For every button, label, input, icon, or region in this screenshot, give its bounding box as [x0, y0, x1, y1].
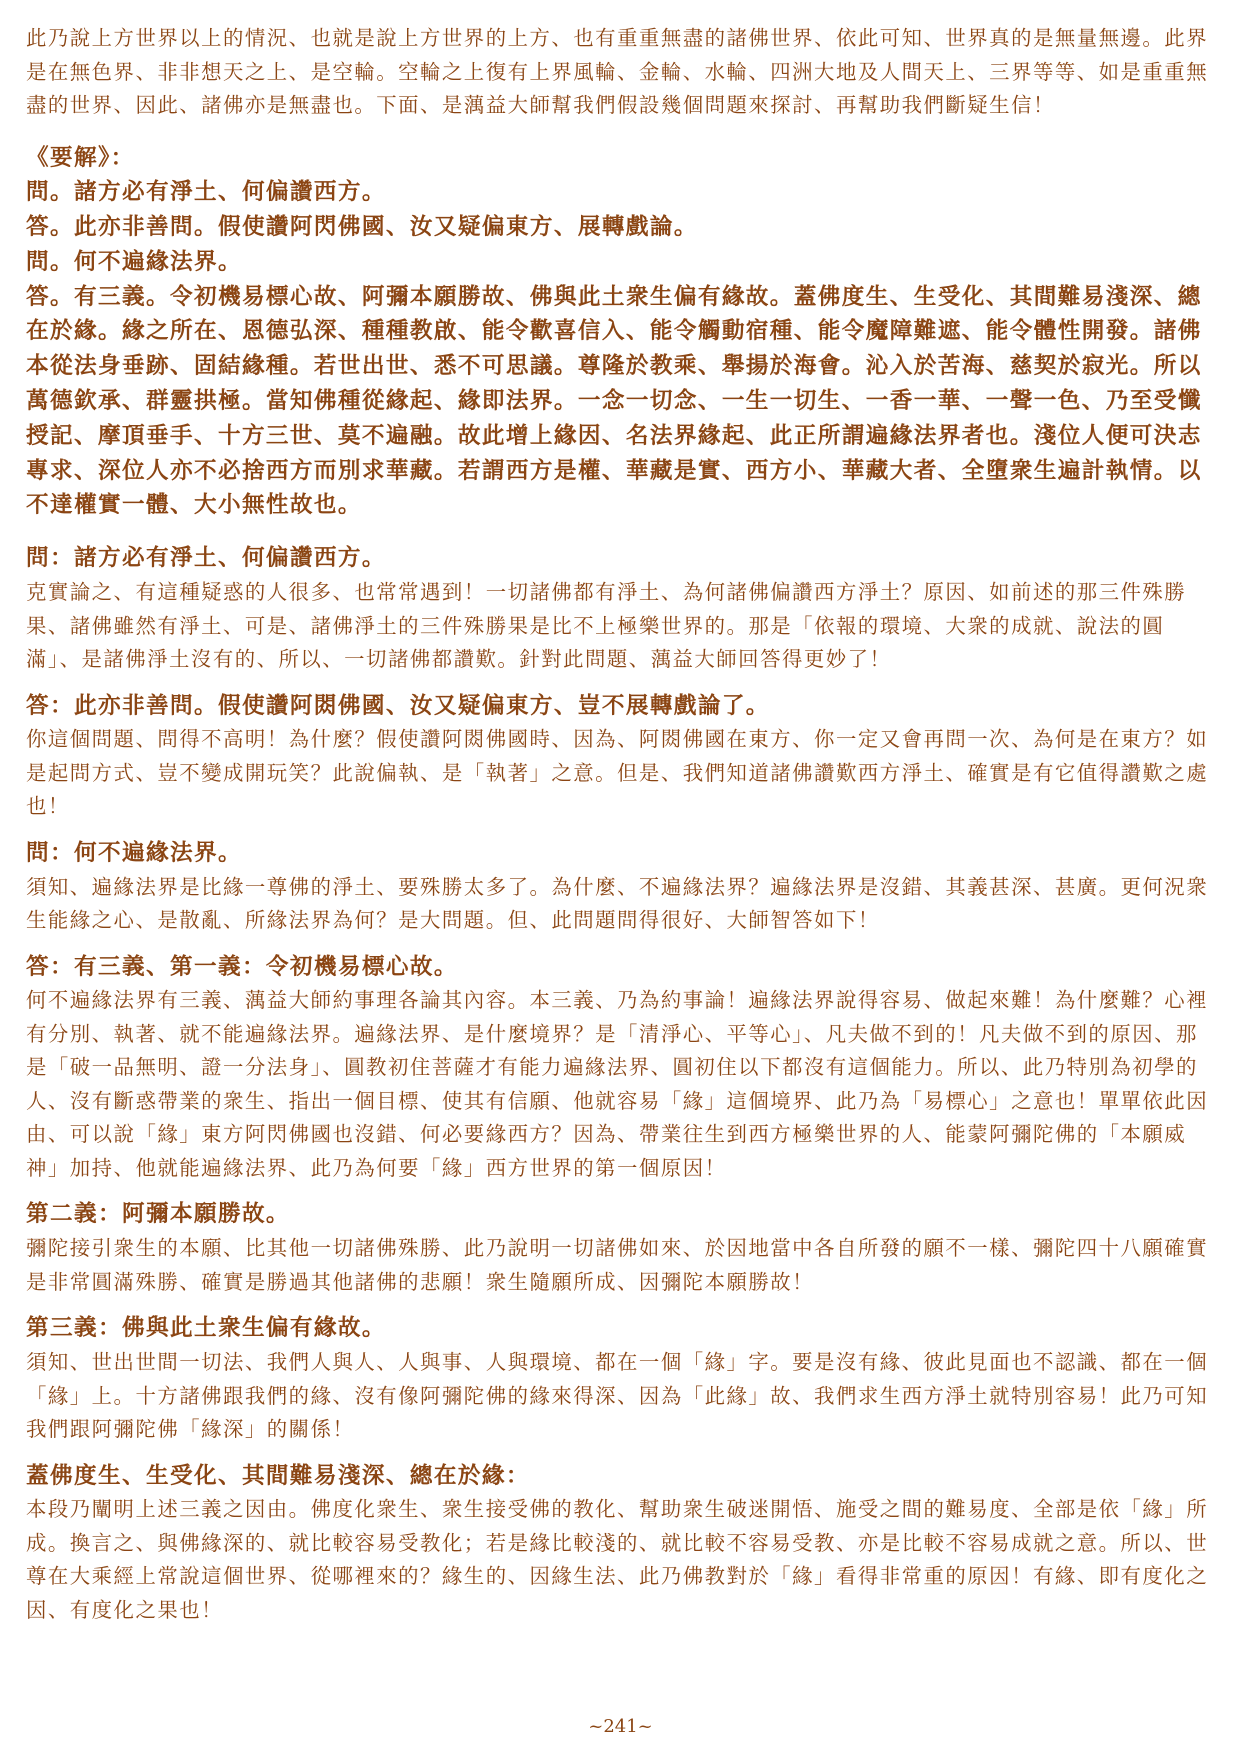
- section-7: [26, 1459, 1216, 1628]
- section-body: 克實論之、有這種疑惑的人很多、也常常遇到！一切諸佛都有淨土、為何諸佛偏讚西方淨土？原因、如前述的那三件殊勝果、諸佛雖然有淨土、可是、諸佛淨土的三件殊勝果是比不上極樂世界的。那是「依報的環境、大衆的成就、說法的圓滿」、是諸佛淨土沒有的、所以、一切諸佛都讚歎。針對此問題、蕅益大師回答得更妙了！: [26, 580, 1187, 672]
- section-3: [26, 836, 1216, 938]
- yaojie-question-2: 問。何不遍緣法界。: [26, 248, 242, 275]
- section-heading: 答：此亦非善問。假使讚阿閦佛國、汝又疑偏東方、豈不展轉戲論了。: [26, 692, 770, 719]
- yaojie-answer-2: 答。有三義。令初機易標心故、阿彌本願勝故、佛與此土衆生偏有緣故。蓋佛度生、生受化、其間難易淺深、總在於緣。緣之所在、恩德弘深、種種教啟、能令歡喜信入、能令觸動宿種、能令魔障難遮、能令體性開發。諸佛本從法身垂跡、固結緣種。若世出世、悉不可思議。尊隆於教乘、舉揚於海會。沁入於苦海、慈契於寂光。所以萬德欽承、群靈拱極。當知佛種從緣起、緣即法界。一念一切念、一生一切生、一香一華、一聲一色、乃至受懺授記、摩頂垂手、十方三世、莫不遍融。故此增上緣因、名法界緣起、此正所謂遍緣法界者也。淺位人便可決志專求、深位人亦不必捨西方而別求華藏。若謂西方是權、華藏是實、西方小、華藏大者、全墮衆生遍計執情。以不達權實一體、大小無性故也。: [26, 283, 1202, 519]
- yaojie-block: [26, 141, 1216, 524]
- section-body: 須知、世出世間一切法、我們人與人、人與事、人與環境、都在一個「緣」字。要是沒有緣、彼此見面也不認識、都在一個「緣」上。十方諸佛跟我們的緣、沒有像阿彌陀佛的緣來得深、因為「此緣」故、我們求生西方淨土就特別容易！此乃可知我們跟阿彌陀佛「緣深」的關係！: [26, 1350, 1209, 1442]
- section-2: [26, 689, 1216, 824]
- yaojie-heading: 《要解》：: [26, 144, 135, 171]
- section-5: [26, 1197, 1216, 1299]
- section-body: 須知、遍緣法界是比緣一尊佛的淨土、要殊勝太多了。為什麼、不遍緣法界？遍緣法界是沒錯、其義甚深、甚廣。更何況衆生能緣之心、是散亂、所緣法界為何？是大問題。但、此問題問得很好、大師智答如下！: [26, 874, 1209, 933]
- section-body: 何不遍緣法界有三義、蕅益大師約事理各論其內容。本三義、乃為約事論！遍緣法界說得容易、做起來難！為什麼難？心裡有分別、執著、就不能遍緣法界。遍緣法界、是什麼境界？是「清淨心、平等心」、凡夫做不到的！凡夫做不到的原因、那是「破一品無明、證一分法身」、圓教初住菩薩才有能力遍緣法界、圓初住以下都沒有這個能力。所以、此乃特別為初學的人、沒有斷惑帶業的衆生、指出一個目標、使其有信願、他就容易「緣」這個境界、此乃為「易標心」之意也！單單依此因由、可以說「緣」東方阿閃佛國也沒錯、何必要緣西方？因為、帶業往生到西方極樂世界的人、能蒙阿彌陀佛的「本願威神」加持、他就能遍緣法界、此乃為何要「緣」西方世界的第一個原因！: [26, 988, 1209, 1180]
- section-1: [26, 541, 1216, 676]
- document-body: [26, 22, 1216, 1627]
- page-number: ~241~: [588, 1716, 653, 1737]
- yaojie-question-1: 問。諸方必有淨土、何偏讚西方。: [26, 179, 386, 206]
- section-body: 彌陀接引衆生的本願、比其他一切諸佛殊勝、此乃說明一切諸佛如來、於因地當中各自所發的願不一樣、彌陀四十八願確實是非常圓滿殊勝、確實是勝過其他諸佛的悲願！衆生隨願所成、因彌陀本願勝故！: [26, 1236, 1209, 1294]
- intro-paragraph: 此乃說上方世界以上的情況、也就是說上方世界的上方、也有重重無盡的諸佛世界、依此可知、世界真的是無量無邊。此界是在無色界、非非想天之上、是空輪。空輪之上復有上界風輪、金輪、水輪、四洲大地及人間天上、三界等等、如是重重無盡的世界、因此、諸佛亦是無盡也。下面、是蕅益大師幫我們假設幾個問題來探討、再幫助我們斷疑生信！: [26, 26, 1209, 117]
- section-heading: 蓋佛度生、生受化、其間難易淺深、總在於緣：: [26, 1462, 530, 1489]
- section-heading: 問：何不遍緣法界。: [26, 839, 242, 866]
- section-heading: 答：有三義、第一義：令初機易標心故。: [26, 953, 458, 980]
- section-heading: 第二義：阿彌本願勝故。: [26, 1201, 290, 1228]
- section-heading: 問：諸方必有淨土、何偏讚西方。: [26, 545, 386, 572]
- section-body: 你這個問題、問得不高明！為什麼？假使讚阿閦佛國時、因為、阿閦佛國在東方、你一定又會再問一次、為何是在東方？如是起問方式、豈不變成開玩笑？此說偏執、是「執著」之意。但是、我們知道諸佛讚歎西方淨土、確實是有它值得讚歎之處也！: [26, 727, 1209, 819]
- section-4: [26, 950, 1216, 1186]
- section-body: 本段乃闡明上述三義之因由。佛度化衆生、衆生接受佛的教化、幫助衆生破迷開悟、施受之間的難易度、全部是依「緣」所成。換言之、與佛緣深的、就比較容易受教化；若是緣比較淺的、就比較不容易受教、亦是比較不容易成就之意。所以、世尊在大乘經上常說這個世界、從哪裡來的？緣生的、因緣生法、此乃佛教對於「緣」看得非常重的原因！有緣、即有度化之因、有度化之果也！: [26, 1497, 1209, 1622]
- yaojie-answer-1: 答。此亦非善問。假使讚阿閃佛國、汝又疑偏東方、展轉戲論。: [26, 214, 698, 241]
- section-heading: 第三義：佛與此土衆生偏有緣故。: [26, 1315, 386, 1342]
- section-6: [26, 1311, 1216, 1446]
